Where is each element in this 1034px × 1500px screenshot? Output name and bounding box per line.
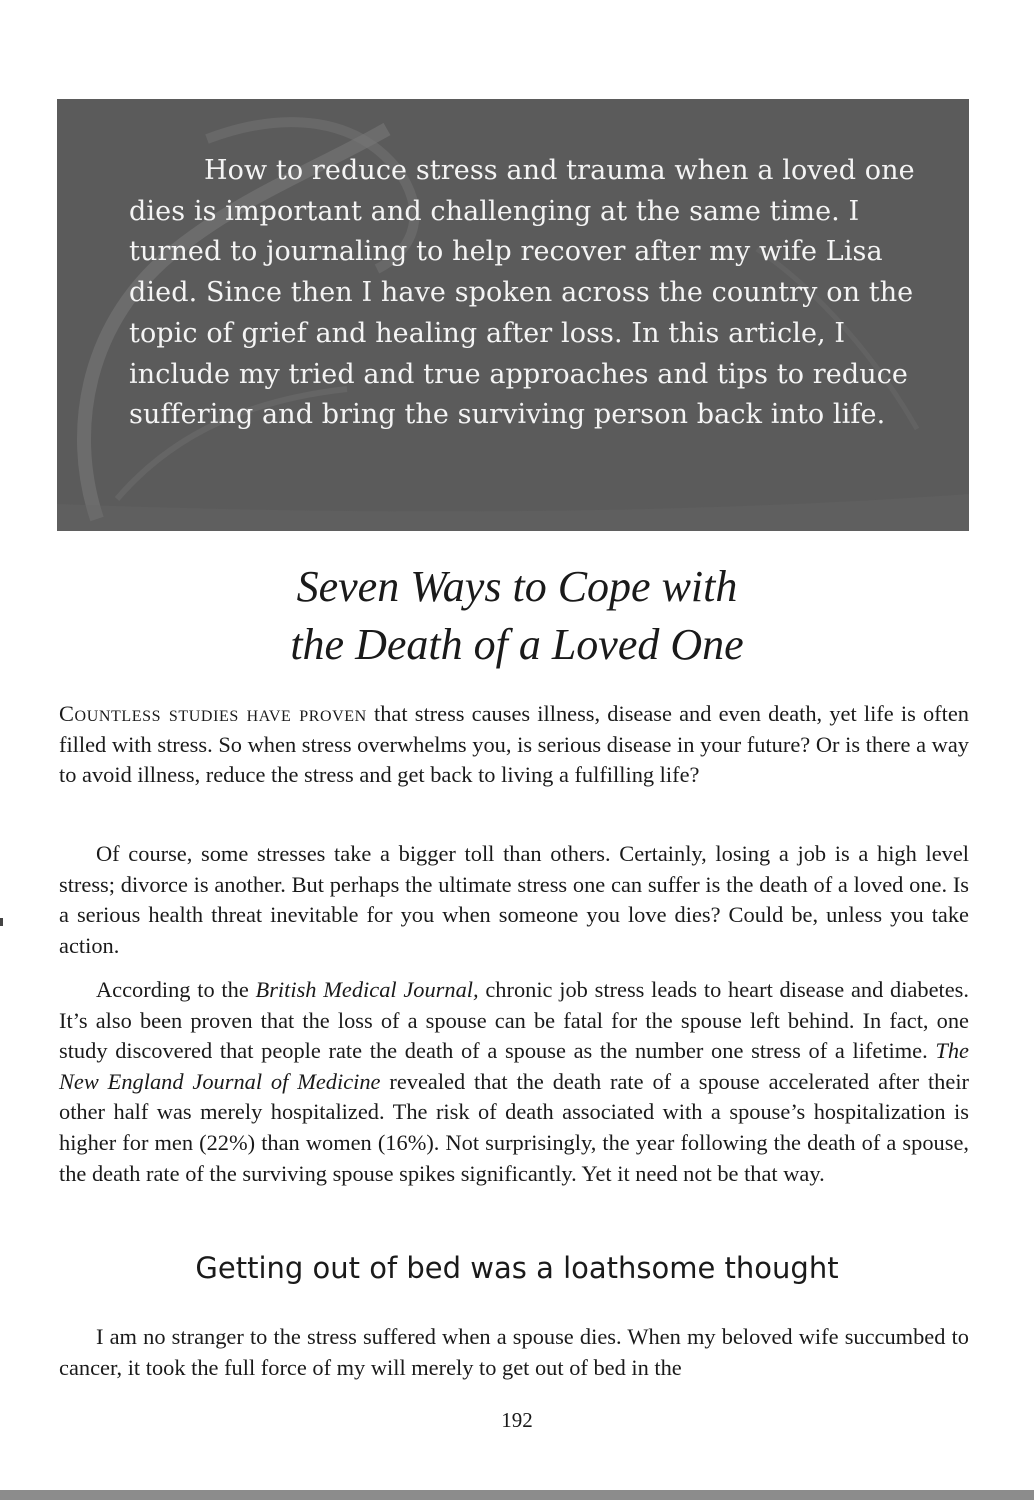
paragraph-3: [59, 975, 969, 1189]
intro-text: How to reduce stress and trauma when a loved one dies is important and challenging at the same time. I turned to journaling to help recover after my wife Lisa died. Since then I have spoken across the country on the topic of grief and healing after loss. In this article, I include my tried and true approaches and tips to reduce suffering and bring the surviving person back into life.: [129, 155, 915, 431]
article-title-line-2: the Death of a Loved One: [290, 620, 744, 669]
intro-callout-box: [57, 99, 969, 531]
article-title-line-1: Seven Ways to Cope with: [296, 562, 738, 611]
paragraph-2: Of course, some stresses take a bigger toll than others. Certainly, losing a job is a high level stress; divorce is another. But perhaps the ultimate stress one can suffer is the death of a loved one. Is a serious health threat inevitable for you when someone you love dies? Could be, unless you take action.: [59, 841, 969, 958]
paragraph-3-part-a: According to the: [96, 977, 256, 1002]
paragraph-1: [59, 699, 969, 791]
scan-bottom-edge: [0, 1490, 1034, 1500]
page-number: 192: [501, 1408, 533, 1432]
article-title: [0, 558, 1034, 674]
journal-title-nejm: The New England Journal of Medicine: [59, 1038, 969, 1094]
scan-speck: [0, 918, 3, 926]
paragraph-1-lead-in: Countless studies have proven: [59, 701, 367, 726]
paragraph-3-part-b: chronic job stress leads to heart disease and diabetes. It’s also been proven that the loss of a spouse can be fatal for the spouse left behind. In fact, one study discovered that people rate the death of a spouse as the number one stress of a lifetime.: [59, 977, 969, 1064]
paragraph-3-part-c: revealed that the death rate of a spouse accelerated after their other half was merely hospitalized. The risk of death associated with a spouse’s hospitalization is higher for men (22%) than women (16%). Not surprisingly, the year following the death of a spouse, the death rate of the surviving spouse spikes significantly. Yet it need not be that way.: [59, 1068, 969, 1186]
paragraph-4: I am no stranger to the stress suffered when a spouse dies. When my beloved wife succumbed to cancer, it took the full force of my will merely to get out of bed in the: [59, 1324, 969, 1380]
journal-title-bmj: British Medical Journal,: [255, 977, 479, 1002]
paragraph-1-body: that stress causes illness, disease and even death, yet life is often filled with stress. So when stress overwhelms you, is serious disease in your future? Or is there a way to avoid illness, reduce the stress and get back to living a fulfilling life?: [59, 701, 969, 788]
section-heading: Getting out of bed was a loathsome thought: [195, 1251, 839, 1285]
